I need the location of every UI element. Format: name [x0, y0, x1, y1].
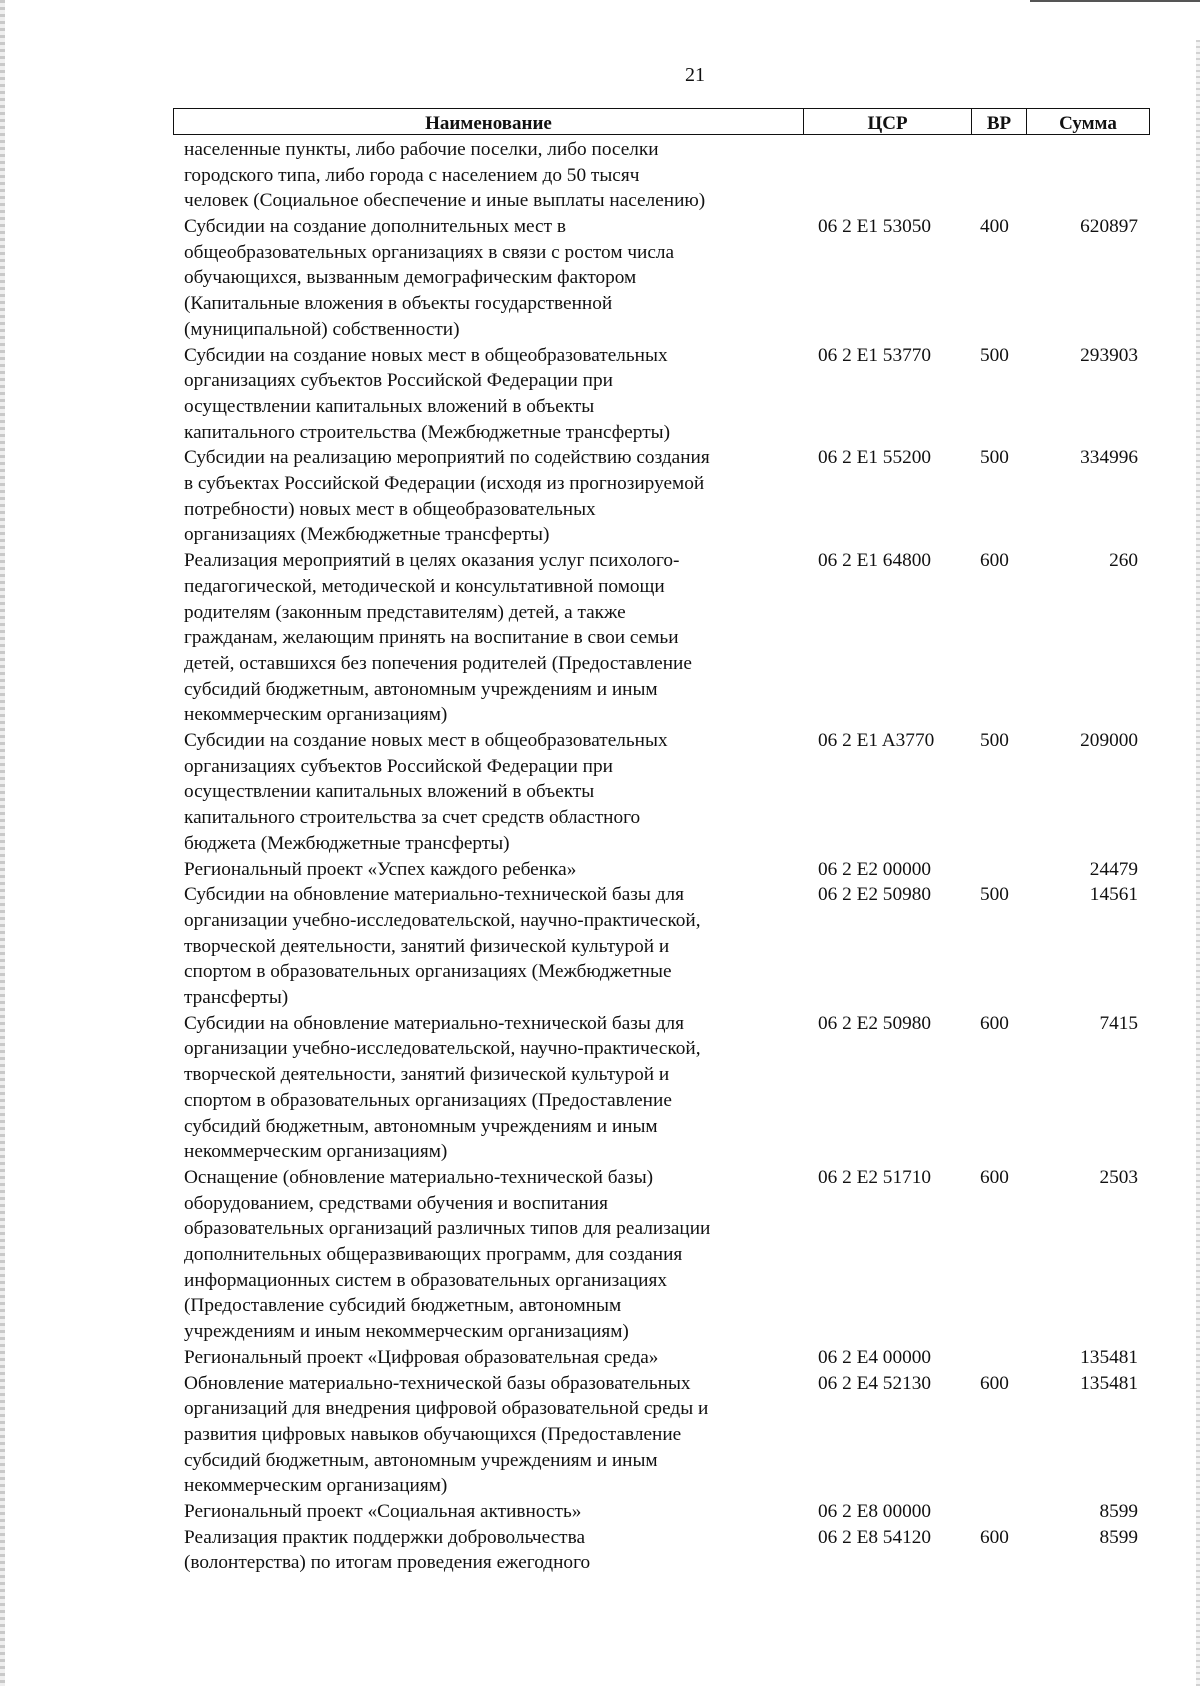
row-name-line: организациях субъектов Российской Федерации при — [184, 755, 613, 777]
row-name-line: оборудованием, средствами обучения и воспитания — [184, 1192, 608, 1214]
header-name: Наименование — [174, 109, 804, 134]
row-vr: 600 — [980, 1012, 1009, 1034]
row-name — [184, 137, 794, 214]
row-csr: 06 2 E2 51710 — [818, 1167, 932, 1188]
row-name-line: организации учебно-исследовательской, научно-практической, — [184, 909, 701, 931]
row-csr: 06 2 E8 00000 — [818, 1501, 932, 1523]
row-vr: 400 — [980, 216, 1009, 238]
row-sum: 2503 — [1099, 1167, 1138, 1188]
page-number: 21 — [685, 64, 705, 86]
row-name-line: организациях субъектов Российской Федерации при — [184, 370, 613, 392]
row-name-line: организациях (Межбюджетные трансферты) — [184, 524, 550, 546]
header-csr: ЦСР — [804, 109, 972, 134]
row-name — [184, 548, 794, 728]
row-sum: 620897 — [1080, 216, 1138, 238]
row-name-line: дополнительных общеразвивающих программ, для создания — [184, 1244, 683, 1266]
row-csr: 06 2 E1 55200 — [818, 447, 932, 469]
row-name-line: Региональный проект «Цифровая образовательная среда» — [184, 1346, 659, 1368]
scan-edge-left — [0, 0, 5, 1686]
row-name-line: Субсидии на обновление материально-технической базы для — [184, 884, 684, 906]
row-sum: 334996 — [1080, 447, 1138, 469]
row-sum: 209000 — [1080, 730, 1138, 752]
row-csr: 06 2 E1 53770 — [818, 344, 932, 366]
row-name — [184, 1371, 794, 1499]
row-name — [184, 857, 794, 883]
row-name-line: Субсидии на создание новых мест в общеобразовательных — [184, 344, 668, 366]
row-name-line: Региональный проект «Социальная активность» — [184, 1501, 582, 1523]
row-name-line: некоммерческим организациям) — [184, 704, 448, 726]
row-name-line: субсидий бюджетным, автономным учреждениям и иным — [184, 1115, 658, 1137]
row-name-line: (Предоставление субсидий бюджетным, автономным — [184, 1295, 622, 1317]
row-name-line: Субсидии на реализацию мероприятий по содействию создания — [184, 447, 710, 469]
row-name-line: Оснащение (обновление материально-технической базы) — [184, 1167, 654, 1188]
row-name-line: учреждениям и иным некоммерческим организациям) — [184, 1321, 629, 1343]
row-name — [184, 445, 794, 548]
row-vr: 500 — [980, 344, 1009, 366]
row-name — [184, 1525, 794, 1576]
row-name-line: спортом в образовательных организациях (Межбюджетные — [184, 961, 672, 983]
table-header — [173, 108, 1150, 135]
row-csr: 06 2 E2 50980 — [818, 884, 932, 906]
row-name-line: образовательных организаций различных типов для реализации — [184, 1218, 711, 1240]
row-csr: 06 2 E1 64800 — [818, 550, 932, 572]
row-name-line: в субъектах Российской Федерации (исходя из прогнозируемой — [184, 473, 705, 495]
row-name-line: организаций для внедрения цифровой образовательной среды и — [184, 1398, 709, 1420]
row-name-line: субсидий бюджетным, автономным учреждениям и иным — [184, 1449, 658, 1471]
row-name-line: потребности) новых мест в общеобразовательных — [184, 498, 596, 520]
row-name-line: обучающихся, вызванным демографическим фактором — [184, 267, 637, 289]
row-vr: 500 — [980, 730, 1009, 752]
row-name-line: (муниципальной) собственности) — [184, 318, 460, 340]
row-sum: 7415 — [1099, 1012, 1138, 1034]
row-name-line: некоммерческим организациям) — [184, 1141, 448, 1163]
row-name-line: Обновление материально-технической базы образовательных — [184, 1372, 691, 1394]
row-name-line: Субсидии на создание дополнительных мест в — [184, 216, 566, 238]
row-name — [184, 1011, 794, 1165]
row-name-line: осуществлении капитальных вложений в объекты — [184, 395, 595, 417]
row-name-line: человек (Социальное обеспечение и иные выплаты населению) — [184, 190, 706, 212]
row-name — [184, 1345, 794, 1371]
row-name — [184, 214, 794, 342]
row-vr: 600 — [980, 1526, 1009, 1548]
row-name-line: Реализация практик поддержки добровольчества — [184, 1526, 586, 1548]
row-sum: 135481 — [1080, 1372, 1138, 1394]
row-vr: 500 — [980, 447, 1009, 469]
row-csr: 06 2 E2 50980 — [818, 1012, 932, 1034]
row-name-line: капитального строительства за счет средств областного — [184, 807, 641, 829]
row-name-line: родителям (законным представителям) детей, а также — [184, 601, 626, 623]
row-name-line: творческой деятельности, занятий физической культурой и — [184, 1064, 670, 1086]
row-sum: 14561 — [1089, 884, 1138, 906]
row-name-line: субсидий бюджетным, автономным учреждениям и иным — [184, 678, 658, 700]
row-vr: 600 — [980, 550, 1009, 572]
row-sum: 8599 — [1099, 1526, 1138, 1548]
row-name-line: спортом в образовательных организациях (Предоставление — [184, 1089, 672, 1111]
row-name-line: некоммерческим организациям) — [184, 1475, 448, 1497]
row-name-line: Региональный проект «Успех каждого ребенка» — [184, 858, 577, 880]
row-name-line: организации учебно-исследовательской, научно-практической, — [184, 1038, 701, 1060]
row-csr: 06 2 E1 53050 — [818, 216, 932, 238]
row-name-line: педагогической, методической и консультативной помощи — [184, 575, 665, 597]
header-sum: Сумма — [1059, 113, 1117, 134]
row-sum: 8599 — [1099, 1501, 1138, 1523]
row-sum: 293903 — [1080, 344, 1138, 366]
row-name-line: творческой деятельности, занятий физической культурой и — [184, 935, 670, 957]
row-name-line: информационных систем в образовательных организациях — [184, 1269, 667, 1291]
row-sum: 260 — [1109, 550, 1138, 572]
row-name — [184, 882, 794, 1010]
row-sum: 135481 — [1080, 1346, 1138, 1368]
row-name-line: детей, оставшихся без попечения родителей (Предоставление — [184, 652, 692, 674]
row-name-line: бюджета (Межбюджетные трансферты) — [184, 832, 510, 854]
row-name-line: (Капитальные вложения в объекты государственной — [184, 293, 613, 315]
row-name — [184, 343, 794, 446]
row-csr: 06 2 E1 A3770 — [818, 730, 935, 752]
row-csr: 06 2 E4 00000 — [818, 1346, 932, 1368]
row-name-line: общеобразовательных организациях в связи с ростом числа — [184, 241, 675, 263]
row-name-line: населенные пункты, либо рабочие поселки, либо поселки — [184, 139, 659, 160]
row-name-line: осуществлении капитальных вложений в объекты — [184, 781, 595, 803]
scan-edge-top — [1030, 0, 1200, 2]
row-name — [184, 1499, 794, 1525]
header-vr: ВР — [972, 109, 1027, 134]
row-name-line: Субсидии на обновление материально-технической базы для — [184, 1012, 684, 1034]
scan-edge-right — [1196, 40, 1200, 1686]
row-csr: 06 2 E8 54120 — [818, 1526, 932, 1548]
row-name-line: трансферты) — [184, 987, 289, 1009]
row-name — [184, 1165, 794, 1345]
row-name-line: Субсидии на создание новых мест в общеобразовательных — [184, 730, 668, 752]
row-name — [184, 728, 794, 856]
row-name-line: гражданам, желающим принять на воспитание в свои семьи — [184, 627, 679, 649]
row-csr: 06 2 E4 52130 — [818, 1372, 932, 1394]
row-csr: 06 2 E2 00000 — [818, 858, 932, 880]
row-vr: 600 — [980, 1372, 1009, 1394]
row-name-line: капитального строительства (Межбюджетные трансферты) — [184, 421, 670, 443]
row-vr: 500 — [980, 884, 1009, 906]
row-vr: 600 — [980, 1167, 1009, 1188]
row-name-line: развития цифровых навыков обучающихся (Предоставление — [184, 1423, 682, 1445]
row-name-line: городского типа, либо города с населением до 50 тысяч — [184, 164, 640, 186]
row-name-line: (волонтерства) по итогам проведения ежегодного — [184, 1552, 591, 1574]
row-sum: 24479 — [1089, 858, 1138, 880]
row-name-line: Реализация мероприятий в целях оказания услуг психолого- — [184, 550, 680, 572]
